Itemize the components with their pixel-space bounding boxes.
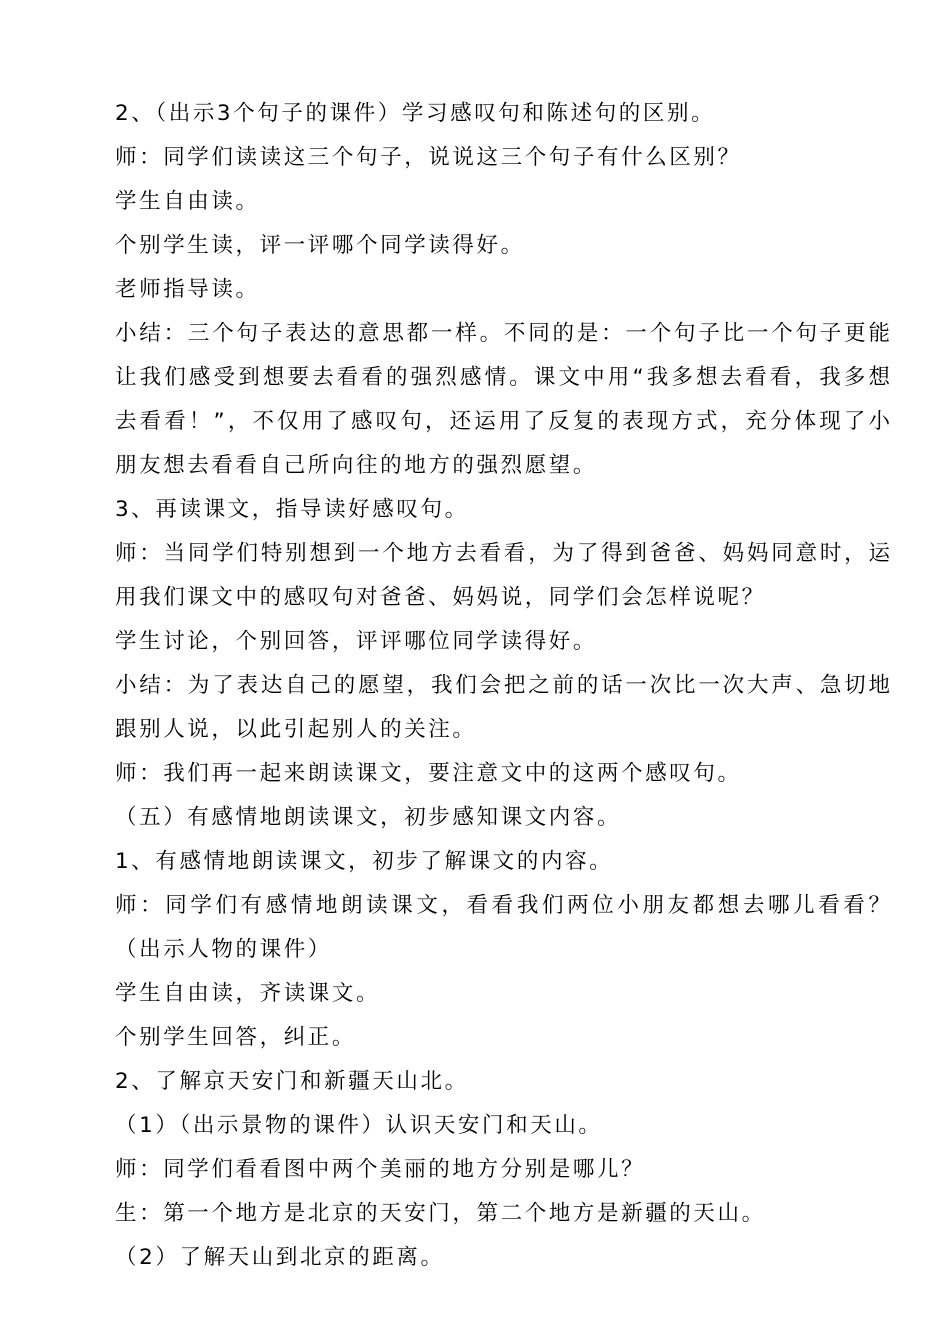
text-line: 师：同学们读读这三个句子，说说这三个句子有什么区别？ [115, 145, 742, 170]
text-line: 师：同学们有感情地朗读课文，看看我们两位小朋友都想去哪儿看看？ [115, 893, 890, 918]
text-line: 师：当同学们特别想到一个地方去看看，为了得到爸爸、妈妈同意时，运 [115, 541, 890, 566]
text-line: 让我们感受到想要去看看的强烈感情。课文中用“我多想去看看，我多想 [115, 365, 890, 390]
text-line: 个别学生读，评一评哪个同学读得好。 [115, 233, 525, 258]
text-line: 师：我们再一起来朗读课文，要注意文中的这两个感叹句。 [115, 761, 742, 786]
text-line: 学生自由读，齐读课文。 [115, 981, 381, 1006]
text-line: 2、（出示3个句子的课件）学习感叹句和陈述句的区别。 [115, 101, 716, 126]
text-line: 3、再读课文，指导读好感叹句。 [115, 497, 469, 522]
text-line: （2）了解天山到北京的距离。 [115, 1245, 445, 1270]
text-line: 学生讨论，个别回答，评评哪位同学读得好。 [115, 629, 598, 654]
text-line: 跟别人说，以此引起别人的关注。 [115, 717, 477, 742]
text-line: 小结：为了表达自己的愿望，我们会把之前的话一次比一次大声、急切地 [115, 673, 890, 698]
text-line: （出示人物的课件） [115, 937, 332, 962]
text-line: 去看看！”，不仅用了感叹句，还运用了反复的表现方式，充分体现了小 [115, 409, 890, 434]
text-line: 生：第一个地方是北京的天安门，第二个地方是新疆的天山。 [115, 1201, 766, 1226]
text-line: 用我们课文中的感叹句对爸爸、妈妈说，同学们会怎样说呢？ [115, 585, 766, 610]
text-line: 朋友想去看看自己所向往的地方的强烈愿望。 [115, 453, 598, 478]
text-line: 老师指导读。 [115, 277, 260, 302]
text-line: 2、了解京天安门和新疆天山北。 [115, 1069, 469, 1094]
text-line: 学生自由读。 [115, 189, 260, 214]
text-line: （1）（出示景物的课件）认识天安门和天山。 [115, 1113, 603, 1138]
text-line: 师：同学们看看图中两个美丽的地方分别是哪儿？ [115, 1157, 646, 1182]
text-line: 1、有感情地朗读课文，初步了解课文的内容。 [115, 849, 614, 874]
text-line: 个别学生回答，纠正。 [115, 1025, 357, 1050]
document-body [115, 92, 890, 1280]
text-line: （五）有感情地朗读课文，初步感知课文内容。 [115, 805, 622, 830]
text-line: 小结：三个句子表达的意思都一样。不同的是：一个句子比一个句子更能 [115, 321, 890, 346]
